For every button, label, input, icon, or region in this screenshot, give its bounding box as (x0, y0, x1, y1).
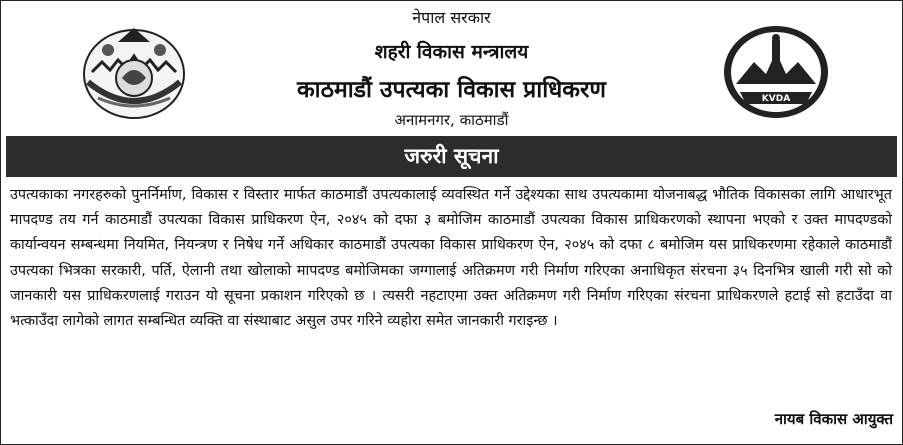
kvda-logo-text: KVDA (761, 94, 791, 104)
kvda-logo-icon (720, 22, 832, 122)
authority-name: काठमाडौं उपत्यका विकास प्राधिकरण (296, 77, 607, 103)
notice-title: जरुरी सूचना (404, 144, 499, 168)
government-name: नेपाल सरकार (412, 8, 491, 27)
authority-address: अनामनगर, काठमाडौं (394, 111, 509, 129)
signatory-title: नायब विकास आयुक्त (774, 410, 893, 428)
notice-title-banner (6, 136, 897, 177)
notice-header (0, 0, 903, 135)
notice-body: उपत्यकाका नगरहरुको पुनर्निर्माण, विकास र विस्तार मार्फत काठमाडौं उपत्यकालाई व्यवस्थित गर्ने उद्देश्यका साथ उपत्यकामा योजनाबद्ध भौतिक विकासका लागि आधारभूत मापदण्ड तय गर्न काठमाडौं उपत्यका विकास प्राधिकरण ऐन, २०४५ को दफा ३ बमोजिम काठमाडौं उपत्यका विकास प्राधिकरणको स्थापना भएको र उक्त मापदण्डको कार्यान्वयन सम्बन्धमा नियमित, नियन्त्रण र निषेध गर्ने अधिकार काठमाडौं उपत्यका विकास प्राधिकरण ऐन, २०४५ को दफा ८ बमोजिम यस प्राधिकरणमा रहेकाले काठमाडौं उपत्यका भित्रका सरकारी, पर्ति, ऐलानी तथा खोलाको मापदण्ड बमोजिमका जग्गालाई अतिक्रमण गरी निर्माण गरिएका अनाधिकृत संरचना ३५ दिनभित्र खाली गरी सो को जानकारी यस प्राधिकरणलाई गराउन यो सूचना प्रकाशन गरिएको छ । त्यसरी नहटाएमा उक्त अतिक्रमण गरी निर्माण गरिएका संरचना प्राधिकरणले हटाई सो हटाउँदा वा भत्काउँदा लागेको लागत सम्बन्धित व्यक्ति वा संस्थाबाट असुल उपर गरिने व्यहोरा समेत जानकारी गराइन्छ । (10, 187, 892, 330)
ministry-name: शहरी विकास मन्त्रालय (374, 41, 529, 63)
